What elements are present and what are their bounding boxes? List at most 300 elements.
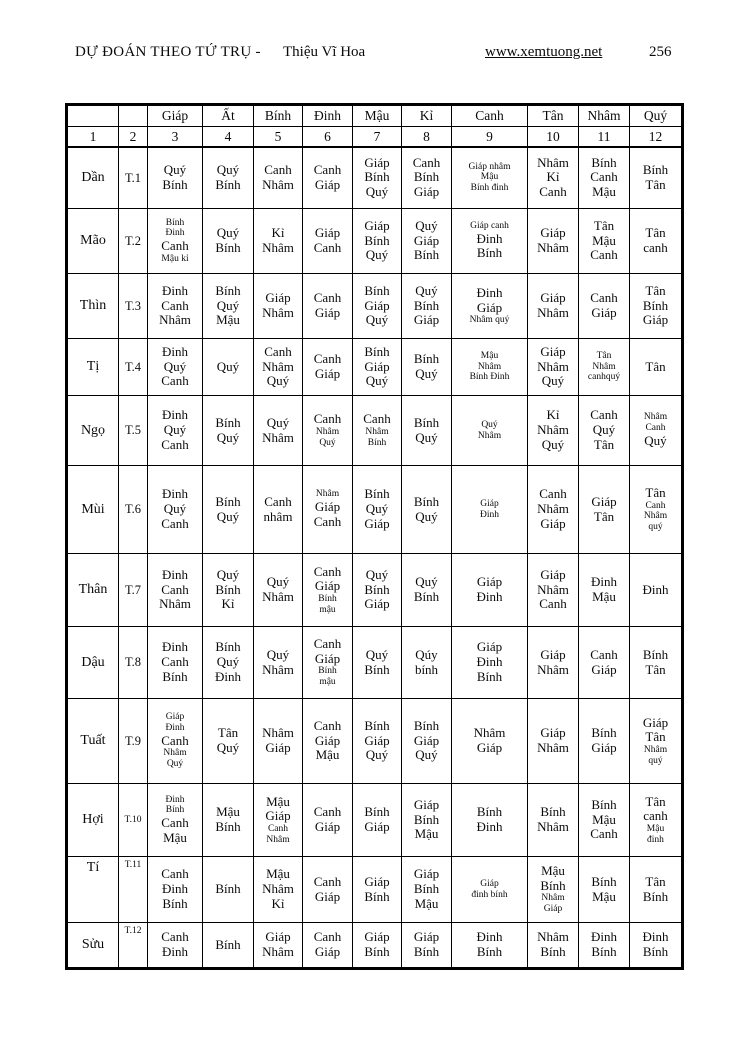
stem-combo-cell xyxy=(528,147,579,209)
stem-combo-line: Đinh xyxy=(476,230,503,246)
stem-combo-line: Quý xyxy=(415,217,438,233)
stem-combo-cell xyxy=(579,857,630,923)
stem-combo-cell xyxy=(254,857,303,923)
book-title: DỰ ĐOÁN THEO TỨ TRỤ - xyxy=(75,44,261,60)
stem-combo-line: Canh xyxy=(313,929,342,945)
stem-combo-cell xyxy=(254,554,303,627)
stem-combo-cell xyxy=(630,554,683,627)
stem-header-cell: Quý xyxy=(630,105,683,127)
stem-combo-line: Bính xyxy=(413,493,440,509)
stem-combo-line: đinh xyxy=(647,834,664,845)
stem-combo-line: Bính xyxy=(165,805,185,816)
stem-combo-line: Giáp xyxy=(265,929,291,945)
stem-combo-cell xyxy=(630,147,683,209)
stem-combo-cell xyxy=(402,274,452,339)
stem-combo-line: Nhâm xyxy=(537,661,569,677)
index-header-cell: 4 xyxy=(203,127,254,147)
index-header-cell: 12 xyxy=(630,127,683,147)
stem-combo-line: Đinh xyxy=(162,944,188,959)
stem-combo-line: Đinh xyxy=(476,654,503,670)
stem-combo-line: Nhâm xyxy=(315,489,340,500)
stem-combo-line: mậu xyxy=(319,604,336,615)
stem-combo-line: Kỉ xyxy=(271,225,285,241)
index-header-cell: 9 xyxy=(452,127,528,147)
stem-combo-line: nhâm xyxy=(263,508,293,524)
stem-combo-line: Canh xyxy=(313,636,342,652)
period-cell: T.1 xyxy=(119,147,148,209)
stem-combo-line: Giáp xyxy=(314,578,341,594)
stem-combo-line: Quý xyxy=(415,747,438,763)
stem-combo-line: Đinh xyxy=(480,509,499,520)
stem-combo-line: Giáp xyxy=(165,712,185,723)
stem-combo-cell xyxy=(579,147,630,209)
stem-combo-line: Quý xyxy=(216,566,240,582)
stem-combo-cell xyxy=(630,627,683,699)
stem-combo-line: Giáp xyxy=(314,819,341,834)
table-row xyxy=(67,339,683,396)
table-row xyxy=(67,627,683,699)
stem-combo-line: Giáp canh xyxy=(470,220,509,231)
stem-combo-line: Bính xyxy=(413,297,440,313)
stem-combo-line: Quý xyxy=(266,414,290,430)
stem-combo-line: Nhâm xyxy=(262,881,294,897)
stem-combo-line: Quý xyxy=(216,225,240,241)
stem-combo-line: Quý xyxy=(216,654,240,670)
stem-combo-line: Giáp xyxy=(591,305,617,320)
stem-combo-line: Bính xyxy=(162,668,188,684)
stem-header-cell: Mậu xyxy=(353,105,402,127)
stem-combo-cell xyxy=(148,627,203,699)
stem-combo-cell xyxy=(528,396,579,466)
stem-combo-line: Bính xyxy=(364,804,390,820)
stem-combo-line: Mậu xyxy=(480,172,499,183)
stem-combo-cell xyxy=(303,274,353,339)
stem-combo-cell xyxy=(203,699,254,784)
stem-combo-line: Nhâm xyxy=(643,744,668,755)
stem-combo-cell xyxy=(203,274,254,339)
stem-header-row xyxy=(67,105,683,127)
stem-combo-line: Quý xyxy=(163,501,187,517)
stem-combo-line: Giáp xyxy=(540,515,566,531)
stem-combo-line: Đinh xyxy=(642,581,669,597)
stem-combo-cell xyxy=(402,147,452,209)
stem-combo-line: Mậu xyxy=(592,888,616,904)
branch-cell: Thân xyxy=(67,554,119,627)
index-header-cell: 7 xyxy=(353,127,402,147)
stem-combo-line: Bính xyxy=(364,888,390,904)
stem-combo-cell xyxy=(630,339,683,396)
stem-combo-line: Qúy xyxy=(415,646,438,662)
stem-combo-line: Quý xyxy=(644,432,667,448)
stem-combo-line: Mậu xyxy=(216,312,240,328)
stem-combo-line: Giáp xyxy=(476,639,503,655)
stem-combo-line: Nhâm xyxy=(477,430,502,441)
stem-combo-line: Quý xyxy=(216,740,240,755)
stem-combo-line: Quý xyxy=(216,297,240,313)
stem-combo-cell xyxy=(579,339,630,396)
period-cell: T.5 xyxy=(119,396,148,466)
stem-combo-line: Bính xyxy=(591,796,617,812)
stem-combo-cell xyxy=(353,554,402,627)
stem-combo-line: Giáp xyxy=(314,225,341,241)
stem-combo-cell xyxy=(579,209,630,274)
stem-combo-line: Nhâm xyxy=(262,661,294,677)
stem-combo-line: Nhâm xyxy=(262,589,294,604)
stem-combo-line: Giáp xyxy=(265,808,291,824)
stem-combo-cell xyxy=(203,339,254,396)
stem-combo-cell xyxy=(630,923,683,969)
stem-combo-line: Nhâm xyxy=(643,511,668,522)
stem-combo-cell xyxy=(148,339,203,396)
branch-cell: Dần xyxy=(67,147,119,209)
stem-combo-cell xyxy=(353,699,402,784)
index-header-cell: 1 xyxy=(67,127,119,147)
stem-combo-line: Mậu xyxy=(315,747,340,763)
stem-combo-line: Canh xyxy=(161,436,189,452)
stem-combo-line: Giáp xyxy=(413,184,440,200)
stem-combo-cell xyxy=(452,396,528,466)
stem-combo-line: Bính đinh xyxy=(470,183,509,194)
stem-combo-line: Giáp xyxy=(314,650,341,666)
stem-combo-cell xyxy=(203,396,254,466)
stem-combo-cell xyxy=(402,857,452,923)
stem-combo-line: Bính xyxy=(591,725,617,741)
stem-combo-line: Bính xyxy=(215,493,241,509)
stem-combo-line: Đinh xyxy=(162,343,188,359)
branch-cell: Tuất xyxy=(67,699,119,784)
stem-combo-cell xyxy=(303,554,353,627)
stem-header-cell: Giáp xyxy=(148,105,203,127)
stem-combo-line: Bính xyxy=(540,877,566,893)
stem-combo-line: Quý xyxy=(592,422,616,438)
stem-combo-line: Mậu xyxy=(646,823,665,834)
stem-combo-line: Canh xyxy=(539,596,567,612)
stem-combo-line: Quý xyxy=(415,508,438,524)
stem-combo-line: Quý xyxy=(415,429,438,445)
stem-combo-line: Quý xyxy=(365,566,389,582)
stem-combo-line: Đinh xyxy=(215,668,241,684)
stem-combo-cell xyxy=(303,396,353,466)
stem-combo-line: Bính xyxy=(540,804,566,820)
stem-combo-cell xyxy=(452,209,528,274)
stem-combo-line: Mậu xyxy=(414,826,439,842)
stem-combo-line: Giáp xyxy=(314,305,341,320)
stem-combo-cell xyxy=(402,784,452,857)
stem-combo-line: Nhâm quý xyxy=(469,315,510,326)
stem-combo-cell xyxy=(303,466,353,554)
fortune-table xyxy=(65,103,684,970)
stem-combo-cell xyxy=(303,699,353,784)
stem-combo-line: Canh xyxy=(161,866,189,882)
stem-combo-line: Giáp xyxy=(364,217,390,233)
stem-combo-line: Canh xyxy=(590,407,618,423)
stem-combo-line: Bính xyxy=(364,944,390,959)
stem-combo-cell xyxy=(203,857,254,923)
stem-combo-line: Giáp xyxy=(476,574,503,590)
stem-combo-cell xyxy=(353,466,402,554)
stem-combo-line: Bính xyxy=(476,804,503,820)
stem-combo-line: Bính xyxy=(540,944,566,959)
stem-combo-line: Bính xyxy=(364,661,390,677)
branch-cell: Ngọ xyxy=(67,396,119,466)
stem-combo-cell xyxy=(148,554,203,627)
stem-combo-line: Canh xyxy=(313,717,342,733)
stem-combo-line: Giáp xyxy=(480,878,499,889)
stem-combo-cell xyxy=(254,466,303,554)
stem-combo-line: Giáp xyxy=(413,929,440,945)
empty-header-cell xyxy=(119,105,148,127)
stem-combo-cell xyxy=(353,857,402,923)
stem-combo-cell xyxy=(353,396,402,466)
stem-combo-line: Canh xyxy=(161,297,189,313)
stem-combo-line: Mậu xyxy=(480,350,499,361)
stem-combo-cell xyxy=(148,396,203,466)
stem-combo-line: mậu xyxy=(319,677,336,688)
stem-combo-cell xyxy=(353,209,402,274)
stem-combo-line: Canh xyxy=(412,154,441,170)
stem-header-cell: Đinh xyxy=(303,105,353,127)
stem-combo-cell xyxy=(254,627,303,699)
stem-combo-line: Tân xyxy=(645,358,666,374)
stem-combo-line: Giáp xyxy=(413,232,440,248)
stem-combo-line: Nhâm xyxy=(537,422,569,438)
stem-combo-line: Canh xyxy=(313,351,342,367)
stem-combo-line: Canh xyxy=(590,646,618,662)
stem-combo-line: Canh xyxy=(264,162,292,178)
stem-combo-line: Nhâm xyxy=(365,427,389,438)
stem-combo-line: Đinh xyxy=(162,881,188,897)
stem-combo-line: Nhâm xyxy=(537,501,569,517)
stem-combo-line: Bính xyxy=(642,162,669,178)
stem-combo-line: Bính xyxy=(413,414,440,430)
stem-combo-line: Bính xyxy=(364,169,390,185)
stem-combo-line: Quý xyxy=(216,358,240,374)
stem-combo-line: Đinh xyxy=(476,819,503,834)
period-cell: T.3 xyxy=(119,274,148,339)
stem-combo-cell xyxy=(579,274,630,339)
stem-combo-line: Canh xyxy=(590,826,618,842)
stem-combo-cell xyxy=(203,147,254,209)
stem-combo-line: Giáp xyxy=(540,566,566,582)
stem-combo-cell xyxy=(353,627,402,699)
stem-combo-cell xyxy=(148,274,203,339)
stem-combo-line: Giáp xyxy=(364,596,390,612)
stem-combo-line: quý xyxy=(648,755,663,766)
stem-combo-line: Giáp xyxy=(364,515,390,531)
period-cell: T.8 xyxy=(119,627,148,699)
stem-combo-line: Tân xyxy=(593,508,615,524)
stem-combo-cell xyxy=(254,147,303,209)
stem-combo-line: Bính xyxy=(165,217,185,228)
stem-combo-line: đinh bính xyxy=(471,889,508,900)
stem-combo-cell xyxy=(402,699,452,784)
stem-combo-line: Nhâm xyxy=(473,725,506,741)
stem-combo-line: Tân xyxy=(645,873,666,889)
stem-combo-line: Nhâm xyxy=(537,819,569,834)
stem-combo-line: Bính xyxy=(642,888,669,904)
stem-combo-line: Giáp xyxy=(314,366,341,381)
stem-header-cell: Ất xyxy=(203,105,254,127)
stem-combo-line: Tân xyxy=(645,485,666,501)
stem-combo-line: Giáp xyxy=(314,176,341,192)
branch-cell: Tí xyxy=(67,857,119,923)
stem-combo-line: Canh xyxy=(267,823,289,834)
stem-combo-cell xyxy=(402,554,452,627)
stem-combo-line: Đinh xyxy=(162,639,188,655)
stem-combo-line: Nhâm xyxy=(541,893,565,904)
stem-combo-line: Bính xyxy=(413,881,440,897)
stem-combo-line: Quý xyxy=(481,419,498,430)
stem-combo-line: Đinh xyxy=(591,929,617,945)
stem-combo-line: Bính xyxy=(215,176,241,192)
stem-combo-line: Giáp xyxy=(364,819,390,834)
stem-combo-line: Canh xyxy=(161,581,189,597)
stem-combo-cell xyxy=(402,396,452,466)
stem-combo-cell xyxy=(148,209,203,274)
index-header-cell: 2 xyxy=(119,127,148,147)
stem-combo-cell xyxy=(452,699,528,784)
stem-combo-line: Canh xyxy=(313,290,342,306)
stem-combo-line: Quý xyxy=(365,501,389,517)
stem-combo-line: Canh xyxy=(539,486,567,502)
stem-combo-line: Nhâm xyxy=(262,725,294,741)
stem-combo-line: Bính xyxy=(215,414,241,430)
stem-combo-cell xyxy=(528,699,579,784)
stem-combo-line: Canh xyxy=(264,493,292,509)
stem-combo-line: Quý xyxy=(365,646,389,662)
table-row xyxy=(67,784,683,857)
period-cell: T.7 xyxy=(119,554,148,627)
empty-header-cell xyxy=(67,105,119,127)
stem-combo-line: Giáp xyxy=(364,873,390,889)
stem-combo-cell xyxy=(303,784,353,857)
index-header-cell: 11 xyxy=(579,127,630,147)
stem-combo-cell xyxy=(630,396,683,466)
stem-combo-line: Nhâm xyxy=(262,240,294,255)
stem-combo-cell xyxy=(630,209,683,274)
stem-combo-cell xyxy=(579,396,630,466)
stem-combo-line: Nhâm xyxy=(266,834,290,845)
stem-combo-line: Giáp xyxy=(642,312,669,328)
stem-combo-line: Giáp xyxy=(540,290,566,306)
stem-combo-line: Bính Đinh xyxy=(469,372,510,383)
stem-combo-line: Giáp xyxy=(314,888,341,904)
stem-combo-line: Bính xyxy=(476,944,503,959)
stem-combo-line: Canh xyxy=(161,732,189,748)
stem-combo-line: canh xyxy=(643,240,668,255)
stem-combo-line: Bính xyxy=(591,154,617,170)
stem-combo-cell xyxy=(630,466,683,554)
stem-combo-line: Quý xyxy=(365,247,389,263)
stem-combo-line: Bính xyxy=(413,811,440,827)
stem-combo-cell xyxy=(148,147,203,209)
stem-combo-line: Canh xyxy=(161,929,189,945)
stem-combo-line: Kỉ xyxy=(546,407,560,423)
stem-combo-line: Kỉ xyxy=(271,895,285,911)
stem-combo-line: Bính xyxy=(476,245,503,261)
stem-combo-cell xyxy=(452,784,528,857)
index-header-cell: 10 xyxy=(528,127,579,147)
stem-combo-line: Giáp xyxy=(265,290,291,306)
stem-combo-line: Tân xyxy=(645,225,666,241)
stem-combo-cell xyxy=(630,784,683,857)
stem-combo-cell xyxy=(528,857,579,923)
stem-combo-cell xyxy=(452,466,528,554)
stem-combo-cell xyxy=(528,466,579,554)
stem-combo-line: Nhâm xyxy=(159,312,191,328)
stem-combo-line: Quý xyxy=(415,574,438,590)
table-row xyxy=(67,857,683,923)
stem-combo-line: Quý xyxy=(163,162,187,178)
stem-combo-cell xyxy=(579,554,630,627)
stem-combo-cell xyxy=(452,627,528,699)
stem-combo-line: Giáp xyxy=(642,714,669,730)
table-row xyxy=(67,274,683,339)
stem-combo-cell xyxy=(303,627,353,699)
stem-combo-line: Quý xyxy=(541,436,565,452)
stem-combo-line: Tân xyxy=(645,282,666,298)
stem-combo-line: Giáp xyxy=(591,740,617,755)
stem-combo-line: Bính xyxy=(364,232,390,248)
stem-combo-line: Mậu xyxy=(216,804,240,820)
stem-combo-line: Bính xyxy=(413,169,440,185)
stem-combo-cell xyxy=(579,784,630,857)
table-row xyxy=(67,699,683,784)
stem-combo-line: Canh xyxy=(645,423,666,434)
stem-combo-line: Nhâm xyxy=(262,944,294,959)
stem-combo-line: Giáp xyxy=(314,944,341,959)
page-header xyxy=(0,44,744,66)
stem-combo-cell xyxy=(353,784,402,857)
period-cell: T.10 xyxy=(119,784,148,857)
stem-combo-line: Giáp xyxy=(540,343,566,359)
stem-combo-line: canhquý xyxy=(587,372,621,383)
stem-combo-line: Tân xyxy=(217,725,239,741)
stem-combo-line: Nhâm xyxy=(592,361,616,372)
stem-combo-line: Bính xyxy=(162,895,188,911)
stem-combo-line: Tân xyxy=(645,729,666,745)
stem-combo-cell xyxy=(452,857,528,923)
stem-combo-line: Giáp xyxy=(476,299,503,315)
table-body xyxy=(67,147,683,969)
stem-combo-line: Đinh xyxy=(165,722,185,733)
period-cell: T.11 xyxy=(119,857,148,923)
stem-combo-line: Mậu xyxy=(592,811,616,827)
stem-combo-line: Canh xyxy=(313,513,342,529)
stem-combo-line: Nhâm xyxy=(477,361,502,372)
stem-combo-cell xyxy=(303,339,353,396)
stem-combo-line: Đinh xyxy=(476,284,503,300)
stem-combo-cell xyxy=(303,923,353,969)
stem-combo-line: Giáp xyxy=(364,297,390,313)
stem-combo-line: Quý xyxy=(266,373,290,389)
stem-combo-line: canh xyxy=(643,808,668,824)
stem-combo-cell xyxy=(579,627,630,699)
stem-combo-line: Mậu xyxy=(592,589,616,604)
stem-combo-line: Đinh xyxy=(162,407,188,423)
stem-combo-cell xyxy=(303,209,353,274)
stem-combo-line: Giáp xyxy=(314,499,341,515)
stem-combo-line: Canh xyxy=(590,247,618,263)
stem-combo-line: Giáp xyxy=(591,493,617,509)
page-number: 256 xyxy=(649,44,672,60)
stem-combo-cell xyxy=(402,466,452,554)
stem-combo-line: Nhâm xyxy=(262,176,294,192)
stem-combo-line: Giáp xyxy=(413,312,440,328)
stem-combo-line: Bính xyxy=(364,581,390,597)
stem-combo-line: Giáp xyxy=(364,732,390,748)
stem-combo-line: Mậu kỉ xyxy=(161,253,189,264)
